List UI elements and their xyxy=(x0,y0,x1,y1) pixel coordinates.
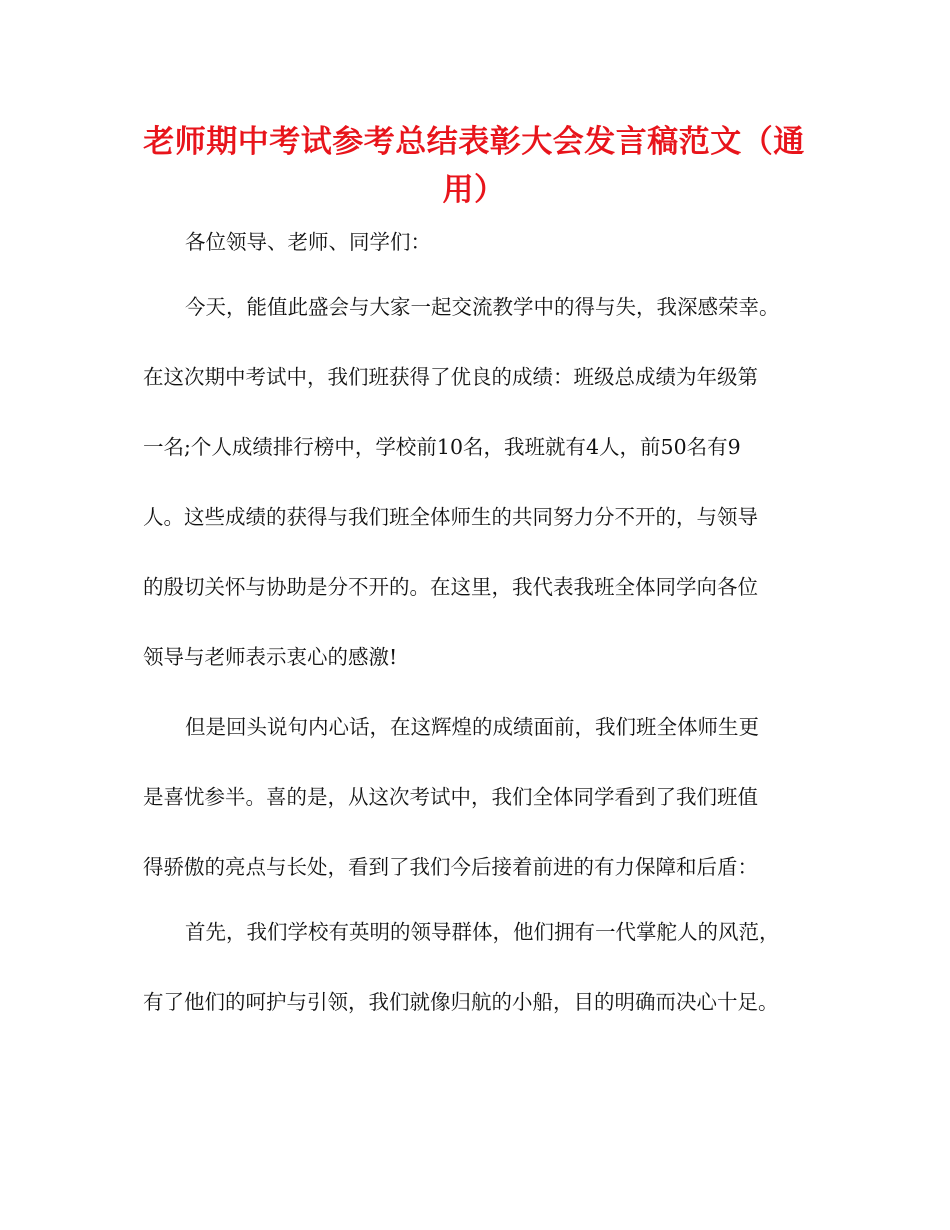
text-line: 领导与老师表示衷心的感激! xyxy=(143,645,398,669)
document-title: 老师期中考试参考总结表彰大会发言稿范文（通用） xyxy=(143,124,805,208)
text-line: 今天，能值此盛会与大家一起交流教学中的得与失，我深感荣幸。 xyxy=(185,295,780,319)
text-line: 首先，我们学校有英明的领导群体，他们拥有一代掌舵人的风范， xyxy=(185,920,780,944)
text-line: 人。这些成绩的获得与我们班全体师生的共同努力分不开的，与领导 xyxy=(143,505,758,529)
text-line: 在这次期中考试中，我们班获得了优良的成绩：班级总成绩为年级第 xyxy=(143,365,758,389)
text-line: 的殷切关怀与协助是分不开的。在这里，我代表我班全体同学向各位 xyxy=(143,575,758,599)
text-line: 一名;个人成绩排行榜中，学校前10名，我班就有4人，前50名有9 xyxy=(143,435,741,459)
text-line: 但是回头说句内心话，在这辉煌的成绩面前，我们班全体师生更 xyxy=(185,715,759,739)
text-line: 得骄傲的亮点与长处，看到了我们今后接着前进的有力保障和后盾： xyxy=(143,855,758,879)
text-line: 有了他们的呵护与引领，我们就像归航的小船，目的明确而决心十足。 xyxy=(143,990,779,1014)
text-line: 是喜忧参半。喜的是，从这次考试中，我们全体同学看到了我们班值 xyxy=(143,785,758,809)
text-line-salutation: 各位领导、老师、同学们： xyxy=(185,230,431,254)
